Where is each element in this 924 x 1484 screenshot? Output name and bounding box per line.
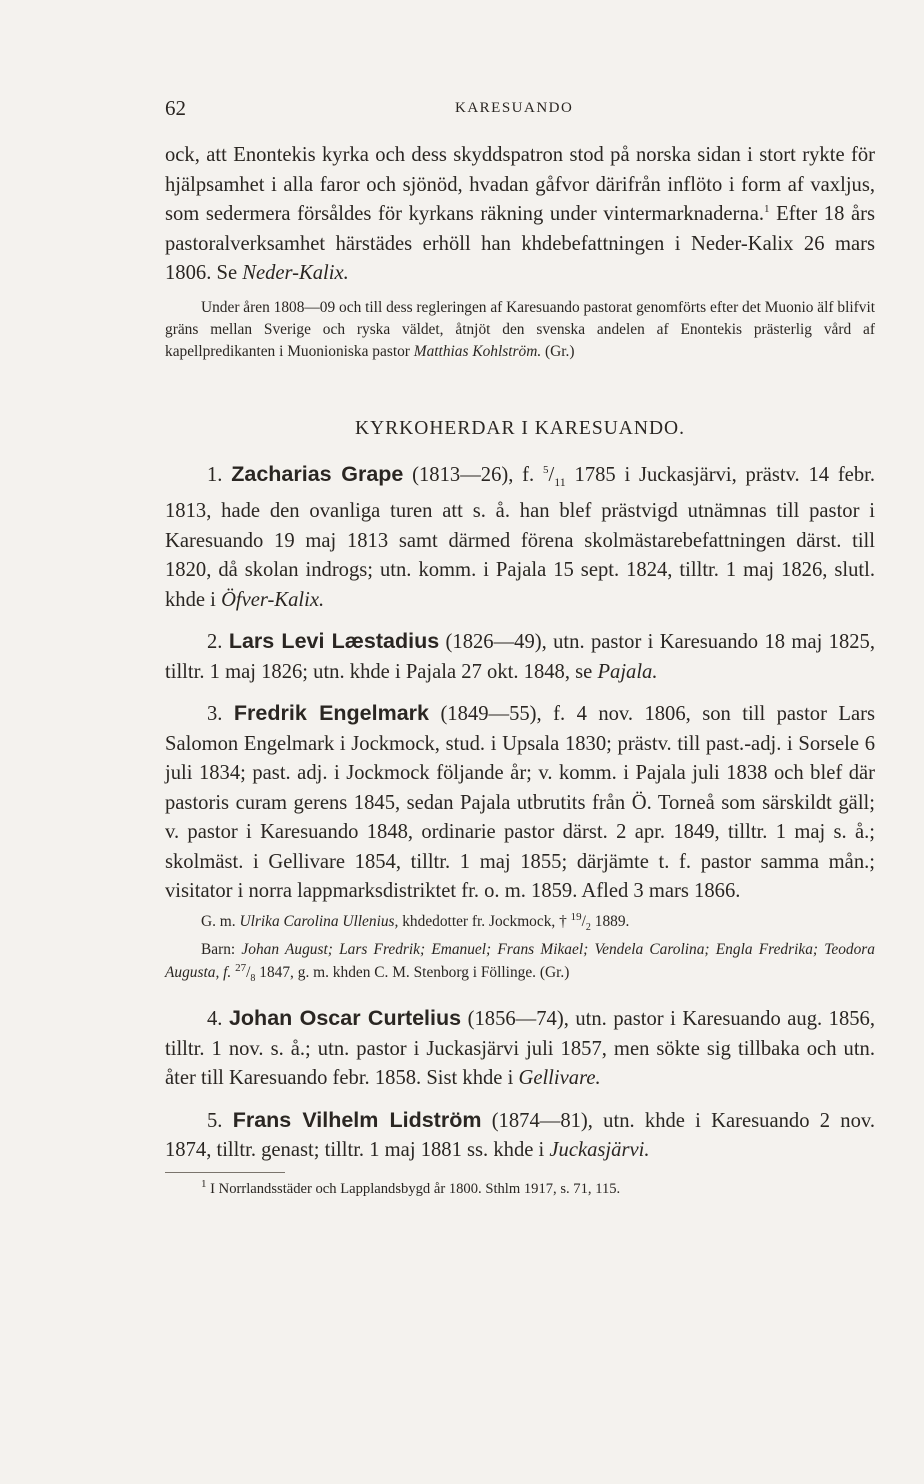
page-number: 62 — [165, 96, 186, 120]
page-body — [165, 141, 875, 1199]
entry-name: Zacharias Grape — [231, 461, 404, 486]
page-header — [165, 96, 872, 126]
cross-reference: Neder-Kalix. — [242, 262, 349, 284]
note-paragraph: Under åren 1808—09 och till dess regleringen af Karesuando pastorat genomförts efter det Muonio älf blifvit gräns mellan Sverige och ryska väldet, åtnjöt den svenska andelen af Enontekis prästerlig vård af kapellpredikanten i Muonioniska pastor Matthias Kohlström. (Gr.) — [165, 298, 875, 361]
footnote-divider — [165, 1172, 285, 1173]
running-title: KARESUANDO — [455, 100, 574, 116]
entry-2: 2. Lars Levi Læstadius (1826—49), utn. pastor i Karesuando 18 maj 1825, tilltr. 1 maj 1826; utn. khde i Pajala 27 okt. 1848, se Pajala. — [165, 629, 876, 683]
cross-reference: Gellivare. — [518, 1067, 601, 1090]
footnote: $^1$ I Norrlandsstäder och Lapplandsbygd år 1800. Sthlm 1917, s. 71, 115. — [201, 1177, 621, 1197]
entry-name: Johan Oscar Curtelius — [228, 1006, 462, 1031]
entry-5: 5. Frans Vilhelm Lidström (1874—81), utn. khde i Karesuando 2 nov. 1874, tilltr. genast; tilltr. 1 maj 1881 ss. khde i Juckasjärvi. — [165, 1107, 875, 1162]
footnote-reference: 1 — [764, 203, 770, 216]
entry-name: Lars Levi Læstadius — [228, 629, 440, 654]
cross-reference: Öfver-Kalix. — [221, 588, 325, 611]
entry-4: 4. Johan Oscar Curtelius (1856—74), utn. pastor i Karesuando aug. 1856, tilltr. 1 nov. s. å.; utn. pastor i Juckasjärvi juli 1857, men sökte sig tillbaka och utn. åter till Karesuando febr. 1858. Sist khde i Gellivare. — [165, 1006, 875, 1090]
intro-paragraph: ock, att Enontekis kyrka och dess skyddspatron stod på norska sidan i stort rykte för hjälpsamhet i alla faror och sjönöd, hvadan gåfvor därifrån inflöto i form af vaxljus, som sedermera försåldes för kyrkans räkning under vintermarknaderna.$^1$ Efter 18 års pastoralverksamhet härstädes erhöll han khdebefattningen i Neder-Kalix 26 mars 1806. Se Neder-Kalix. — [165, 144, 875, 284]
entry-1: 1. Zacharias Grape (1813—26), f. $^5/_{11}$ 1785 i Juckasjärvi, prästv. 14 febr. 1813, hade den ovanliga turen att s. å. han blef prästvigd utnämnas till pastor i Karesuando 19 maj 1813 samt därmed förena skolmästarebefattningen därst. till 1820, då skolan indrogs; utn. komm. i Pajala 15 sept. 1824, tilltr. 1 maj 1826, slutl. khde i Öfver-Kalix. — [165, 461, 875, 611]
cross-reference: Juckasjärvi. — [549, 1139, 650, 1162]
entry-3-family: G. m. Ulrika Carolina Ullenius, khdedotter fr. Jockmock, † $^{19}/_2$ 1889. Barn: Johan August; Lars Fredrik; Emanuel; Frans Mikael; Vendela Carolina; Engla Fredrika; Teodora Augusta, f. $^{27}/_8$ 1847, g. m. khden C. M. Stenborg i Föllinge. (Gr.) — [165, 910, 875, 984]
entry-name: Frans Vilhelm Lidström — [232, 1107, 482, 1132]
person-name: Matthias Kohlström. — [413, 343, 542, 361]
entry-name: Fredrik Engelmark — [233, 701, 429, 726]
entry-3: 3. Fredrik Engelmark (1849—55), f. 4 nov. 1806, son till pastor Lars Salomon Engelmark i Jockmock, stud. i Upsala 1830; prästv. till past.-adj. i Sorsele 6 juli 1834; past. adj. i Jockmock följande år; v. komm. i Pajala juli 1838 och blef där pastoris curam gerens 1845, sedan Pajala utbrutits från Ö. Torneå som särskildt gäll; v. pastor i Karesuando 1848, ordinarie pastor därst. 2 apr. 1849, tilltr. 1 maj s. å.; skolmäst. i Gellivare 1854, tilltr. 1 maj 1855; därjämte t. f. pastor samma mån.; visitator i norra lappmarksdistriktet fr. o. m. 1859. Afled 3 mars 1866. — [165, 701, 875, 903]
cross-reference: Pajala. — [597, 660, 658, 683]
section-heading: KYRKOHERDAR I KARESUANDO. — [355, 417, 685, 439]
